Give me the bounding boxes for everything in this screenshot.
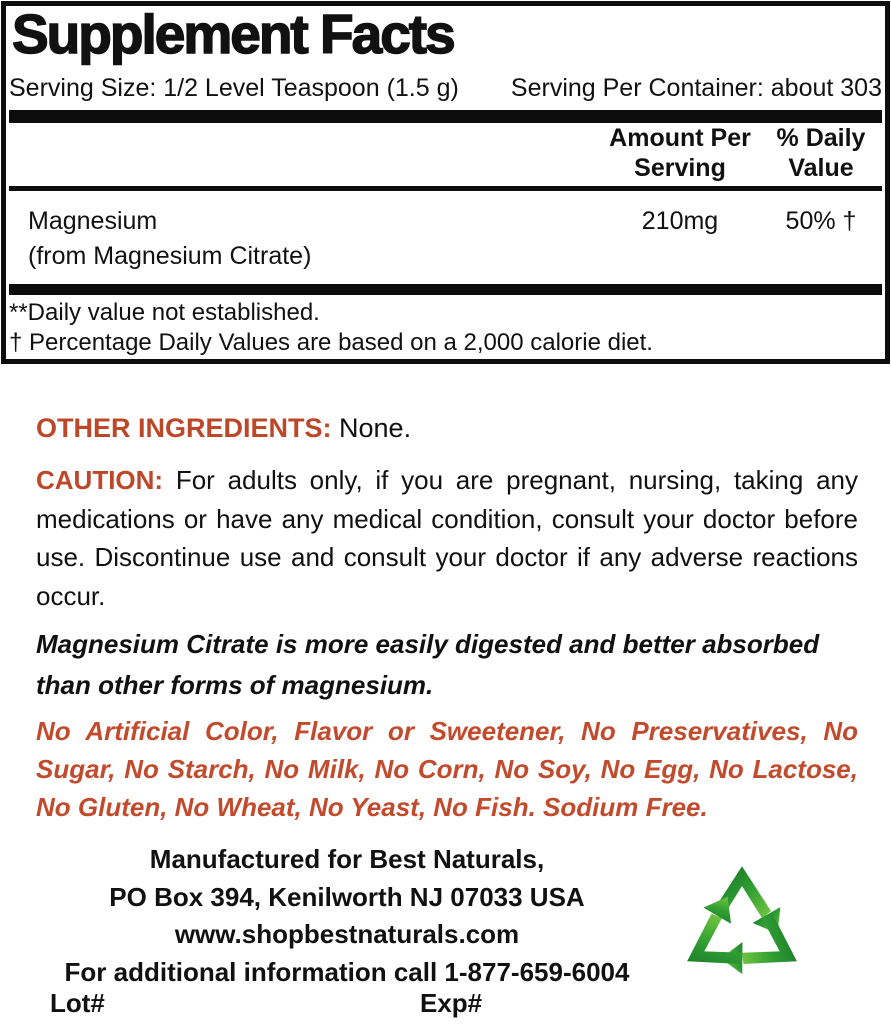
panel-title: Supplement Facts: [12, 3, 454, 65]
recycle-icon: [676, 850, 808, 996]
column-header-amount-line1: Amount Per: [609, 124, 751, 152]
caution-paragraph: [36, 461, 858, 615]
manufacturer-website: www.shopbestnaturals.com: [174, 919, 520, 949]
divider-thick: [9, 284, 882, 295]
column-header-dv-line1: % Daily: [776, 124, 866, 152]
manufacturer-address: PO Box 394, Kenilworth NJ 07033 USA: [109, 881, 585, 912]
serving-size: Serving Size: 1/2 Level Teaspoon (1.5 g): [9, 74, 459, 102]
column-header-amount: [598, 123, 762, 183]
manufacturer-phone: For additional information call 1-877-659-6004: [64, 956, 630, 987]
serving-row: [9, 74, 882, 103]
supplement-facts-panel: [1, 1, 890, 364]
servings-per-container: Serving Per Container: about 303: [510, 74, 882, 102]
nutrient-source: (from Magnesium Citrate): [28, 242, 312, 270]
manufacturer-block: [0, 841, 694, 991]
divider-thin: [9, 186, 882, 191]
caution-text: For adults only, if you are pregnant, nursing, taking any medications or have any medical condition, consult your doctor before use. Discontinue use and consult your doctor if any adverse reactions occur.: [36, 465, 858, 611]
nutrient-daily-value: 50% †: [785, 207, 857, 235]
footnote-percent-dv: † Percentage Daily Values are based on a 2,000 calorie diet.: [9, 329, 653, 356]
free-of-claims: No Artificial Color, Flavor or Sweetener, No Preservatives, No Sugar, No Starch, No Milk, No Corn, No Soy, No Egg, No Lactose, No Gluten, No Wheat, No Yeast, No Fish. Sodium Free.: [36, 716, 858, 822]
nutrient-amount: 210mg: [641, 207, 719, 235]
column-header-amount-line2: Serving: [634, 154, 726, 182]
lot-number-label: Lot#: [50, 988, 105, 1018]
footnote-daily-value: **Daily value not established.: [9, 299, 320, 326]
column-header-dv-line2: Value: [788, 154, 854, 182]
other-ingredients: [36, 413, 411, 444]
absorption-note: Magnesium Citrate is more easily digested and better absorbed than other forms of magnesium.: [36, 629, 820, 700]
other-ingredients-label: OTHER INGREDIENTS:: [36, 413, 332, 443]
manufacturer-line: Manufactured for Best Naturals,: [149, 844, 545, 874]
caution-label: CAUTION:: [36, 465, 164, 495]
exp-date-label: Exp#: [420, 988, 483, 1018]
nutrient-name: Magnesium: [28, 207, 158, 235]
other-ingredients-value: None.: [331, 413, 412, 443]
divider-thick: [9, 110, 882, 123]
column-header-daily-value: [770, 123, 872, 183]
